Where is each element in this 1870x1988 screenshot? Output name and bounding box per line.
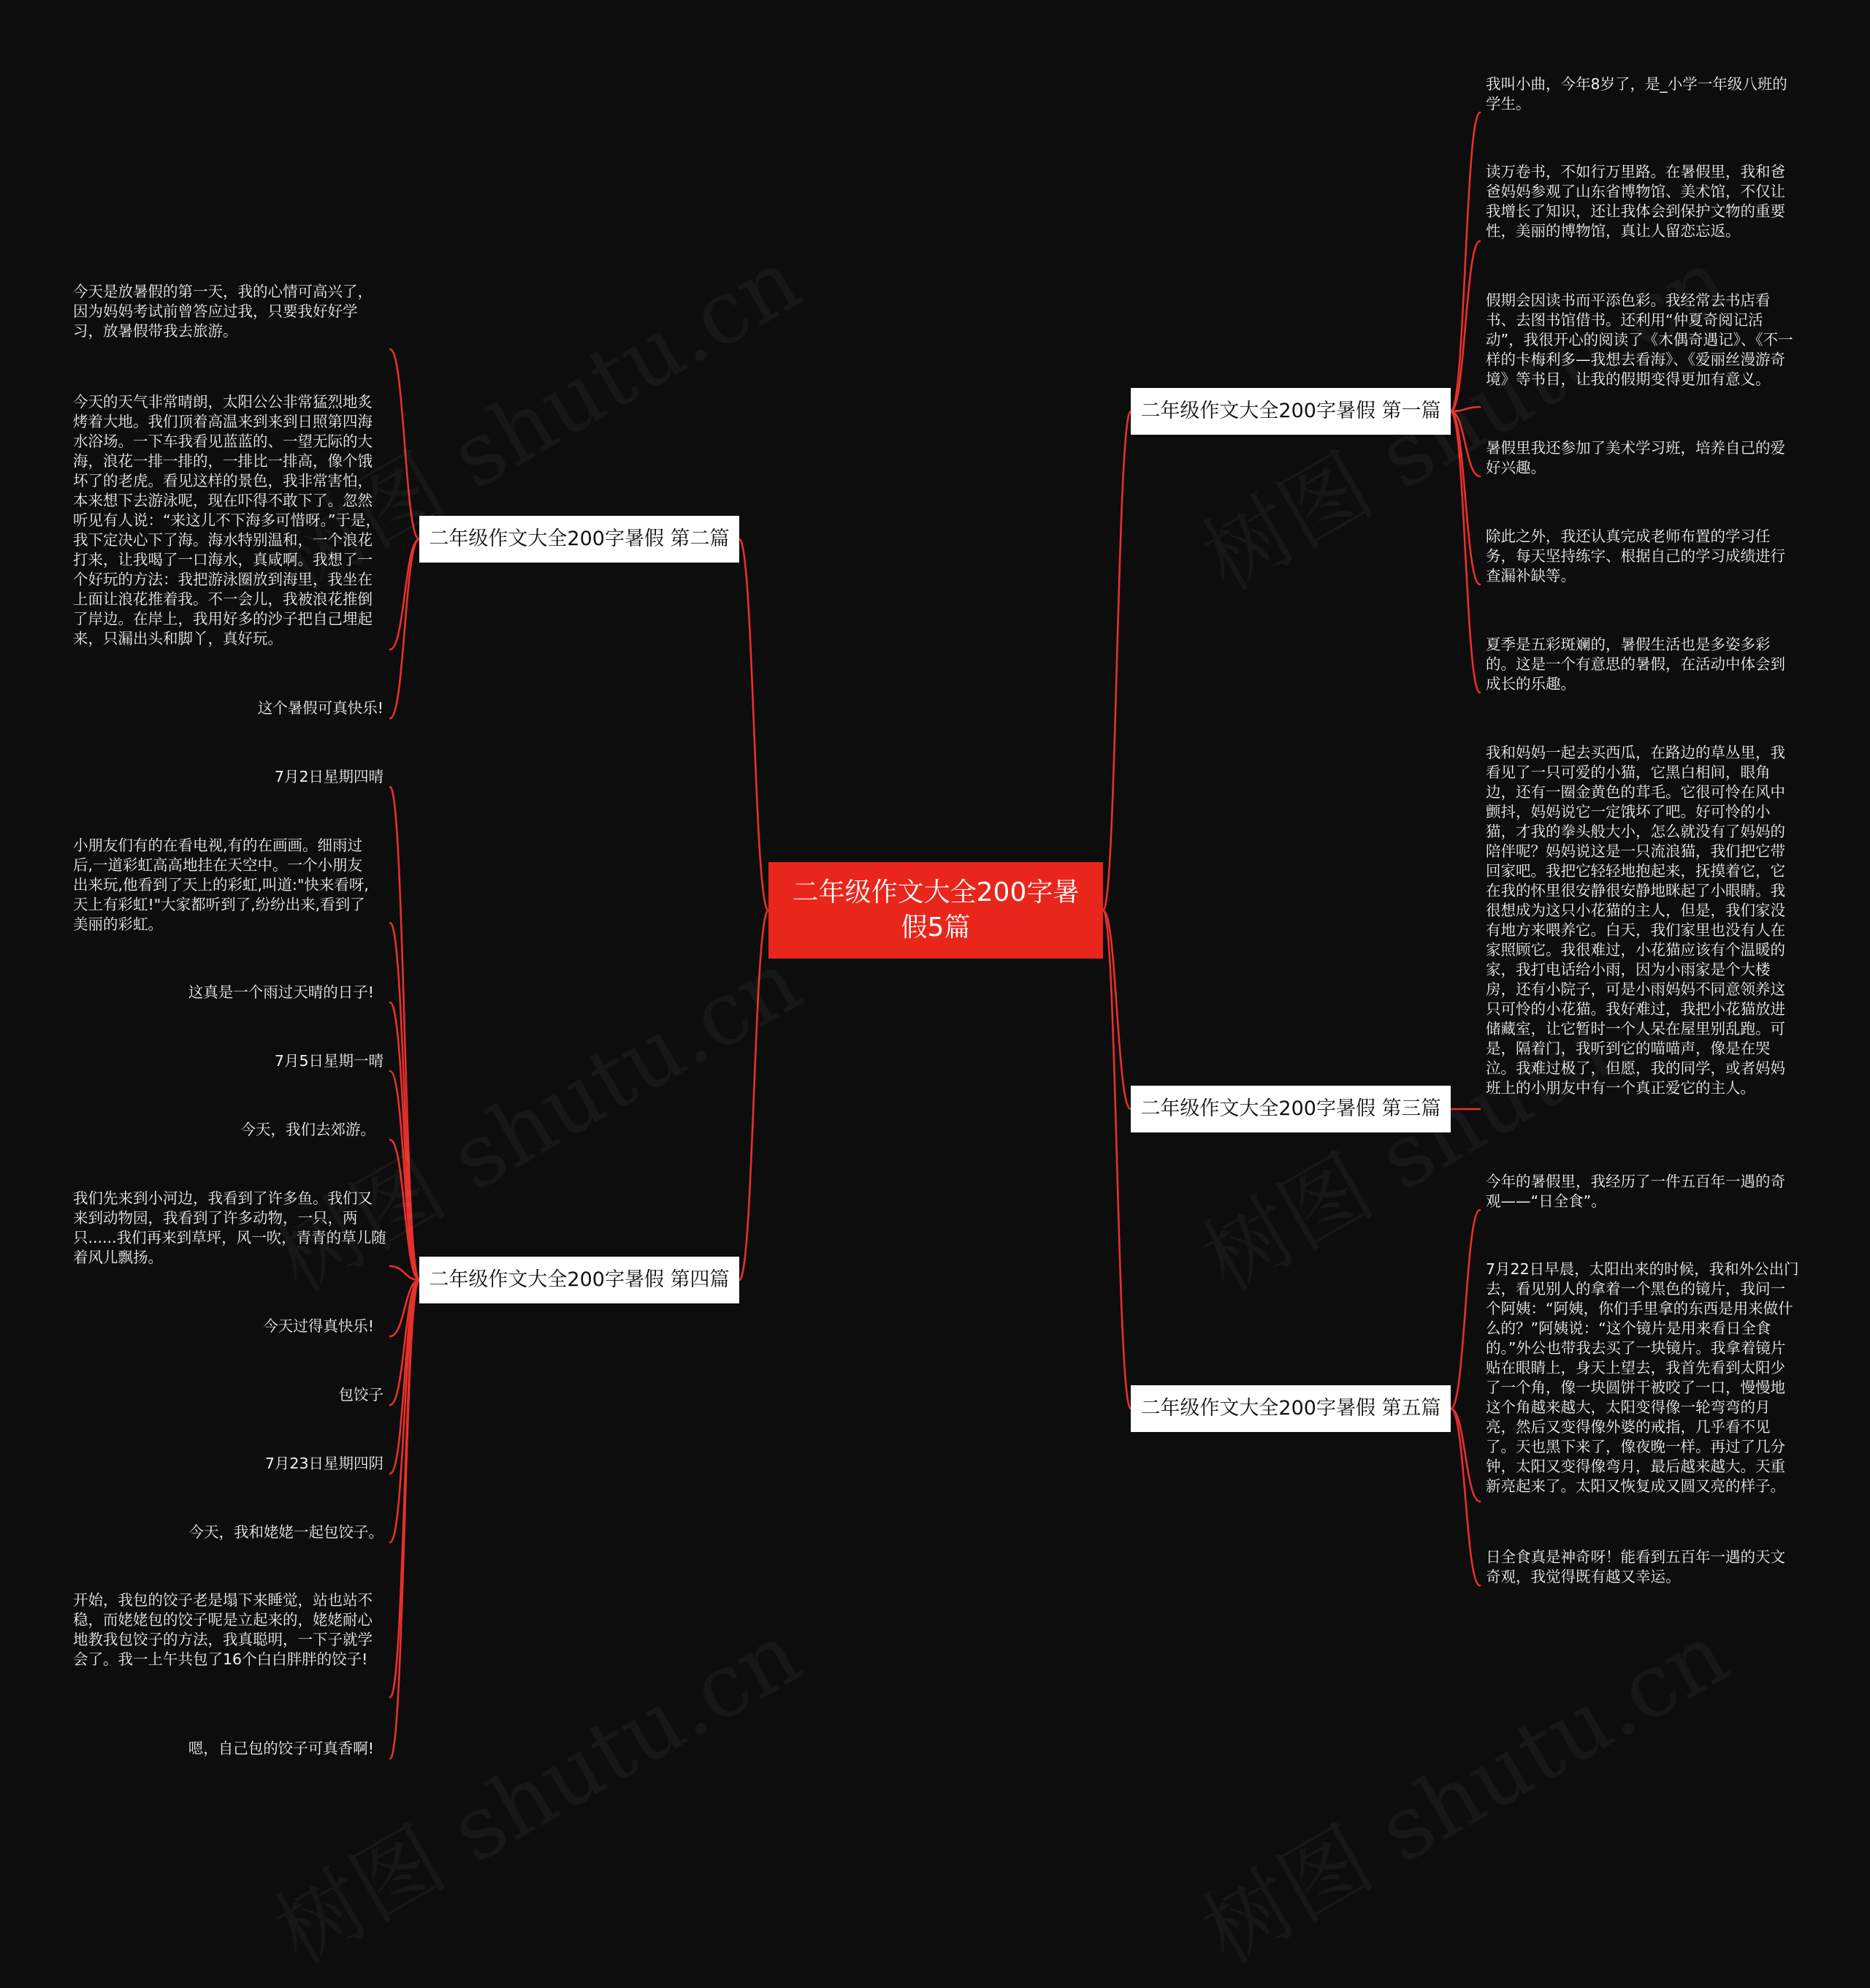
leaf-text[interactable]: 包饺子 <box>338 1386 383 1404</box>
leaf-text[interactable]: 开始，我包的饺子老是塌下来睡觉，站也站不稳，而姥姥包的饺子呢是立起来的，姥姥耐心地教我包饺子的方法，我真聪明，一下子就学会了。我一上午共包了16个白白胖胖的饺子! <box>73 1591 373 1668</box>
leaf-text[interactable]: 嗯，自己包的饺子可真香啊! <box>188 1740 374 1757</box>
leaf-text[interactable]: 今天的天气非常晴朗，太阳公公非常猛烈地炙烤着大地。我们顶着高温来到来到日照第四海水浴场。一下车我看见蓝蓝的、一望无际的大海，浪花一排一排的，一排比一排高，像个饿坏了的老虎。看见这样的景色，我非常害怕，本来想下去游泳呢，现在吓得不敢下了。忽然听见有人说：“来这儿不下海多可惜呀。”于是，我下定决心下了海。海水特别温和，一个浪花打来，让我喝了一口海水，真咸啊。我想了一个好玩的方法：我把游泳圈放到海里，我坐在上面让浪花推着我。不一会儿，我被浪花推倒了岸边。在岸上，我用好多的沙子把自己埋起来，只漏出头和脚丫，真好玩。 <box>73 393 381 647</box>
leaf-link <box>390 923 419 1280</box>
root-topic[interactable] <box>768 862 1103 959</box>
leaf-link <box>390 539 419 718</box>
leaf-link <box>1451 113 1480 411</box>
branch-node-2[interactable]: 二年级作文大全200字暑假 第二篇 <box>419 516 739 563</box>
leaf-text[interactable]: 小朋友们有的在看电视,有的在画画。细雨过后,一道彩虹高高地挂在天空中。一个小朋友出来玩,他看到了天上的彩虹,叫道:"快来看呀,天上有彩虹!"大家都听到了,纷纷出来,看到了美丽的彩虹。 <box>73 837 369 933</box>
leaf-text[interactable]: 夏季是五彩斑斓的，暑假生活也是多姿多彩的。这是一个有意思的暑假，在活动中体会到成长的乐趣。 <box>1486 636 1785 693</box>
root-link <box>739 539 768 910</box>
leaf-text[interactable]: 我叫小曲，今年8岁了，是_小学一年级八班的学生。 <box>1486 75 1787 113</box>
leaf-text[interactable]: 今天，我和姥姥一起包饺子。 <box>188 1523 383 1541</box>
root-link <box>1103 910 1131 1409</box>
leaf-text[interactable]: 7月23日星期四阴 <box>264 1455 383 1472</box>
leaf-text[interactable]: 暑假里我还参加了美术学习班，培养自己的爱好兴趣。 <box>1486 439 1785 476</box>
branch-node-4[interactable]: 二年级作文大全200字暑假 第四篇 <box>419 1257 739 1303</box>
leaf-text[interactable]: 今天过得真快乐! <box>263 1317 374 1335</box>
leaf-text[interactable]: 7月5日星期一晴 <box>274 1052 383 1070</box>
branch-node-1[interactable]: 二年级作文大全200字暑假 第一篇 <box>1131 388 1451 435</box>
root-topic-label: 二年级作文大全200字暑假5篇 <box>792 877 1080 942</box>
leaf-link <box>1451 411 1480 693</box>
leaf-text[interactable]: 我和妈妈一起去买西瓜，在路边的草丛里，我看见了一只可爱的小猫，它黑白相间，眼角边，还有一圈金黄色的茸毛。它很可怜在风中颤抖，妈妈说它一定饿坏了吧。好可怜的小猫，才我的拳头般大小，怎么就没有了妈妈的陪伴呢？妈妈说这是一只流浪猫，我们把它带回家吧。我把它轻轻地抱起来，抚摸着它，它在我的怀里很安静很安静地眯起了小眼睛。我很想成为这只小花猫的主人，但是，我们家没有地方来喂养它。白天，我们家里也没有人在家照顾它。我很难过，小花猫应该有个温暖的家，我打电话给小雨，因为小雨家是个大楼房，还有小院子，可是小雨妈妈不同意领养这只可怜的小花猫。我好难过，我把小花猫放进储藏室，让它暂时一个人呆在屋里别乱跑。可是，隔着门，我听到它的喵喵声，像是在哭泣。我难过极了，但愿，我的同学，或者妈妈班上的小朋友中有一个真正爱它的主人。 <box>1486 744 1785 1097</box>
leaf-text[interactable]: 这真是一个雨过天晴的日子! <box>188 983 374 1001</box>
branch-node-3[interactable]: 二年级作文大全200字暑假 第三篇 <box>1131 1086 1451 1132</box>
leaf-text[interactable]: 7月2日星期四晴 <box>274 768 383 785</box>
leaf-text[interactable]: 我们先来到小河边，我看到了许多鱼。我们又来到动物园，我看到了许多动物，一只，两只......我们再来到草坪，风一吹，青青的草儿随着风儿飘扬。 <box>73 1189 386 1266</box>
leaf-link <box>390 349 419 539</box>
leaf-text[interactable]: 日全食真是神奇呀！能看到五百年一遇的天文奇观，我觉得既有越又幸运。 <box>1486 1548 1785 1585</box>
leaf-text[interactable]: 7月22日早晨，太阳出来的时候，我和外公出门去，看见别人的拿着一个黑色的镜片，我问一个阿姨：“阿姨，你们手里拿的东西是用来做什么的？”阿姨说：“这个镜片是用来看日全食的。”外公也带我去买了一块镜片。我拿着镜片贴在眼睛上，身天上望去，我首先看到太阳少了一个角，像一块圆饼干被咬了一口，慢慢地这个角越来越大，太阳变得像一轮弯弯的月亮，然后又变得像外婆的戒指，几乎看不见了。天也黑下来了，像夜晚一样。再过了几分钟，太阳又变得像弯月，最后越来越大。天重新亮起来了。太阳又恢复成又圆又亮的样子。 <box>1486 1260 1799 1495</box>
leaf-link <box>1451 1210 1480 1409</box>
leaf-text[interactable]: 今天，我们去郊游。 <box>240 1121 375 1138</box>
root-link <box>739 910 768 1280</box>
leaf-text[interactable]: 假期会因读书而平添色彩。我经常去书店看书、去图书馆借书。还利用“仲夏奇阅记活动”，我很开心的阅读了《木偶奇遇记》、《不一样的卡梅利多—我想去看海》、《爱丽丝漫游奇境》等书目，让我的假期变得更加有意义。 <box>1486 292 1793 388</box>
leaf-text[interactable]: 读万卷书，不如行万里路。在暑假里，我和爸爸妈妈参观了山东省博物馆、美术馆，不仅让我增长了知识，还让我体会到保护文物的重要性，美丽的博物馆，真让人留恋忘返。 <box>1486 163 1785 240</box>
branch-node-5[interactable]: 二年级作文大全200字暑假 第五篇 <box>1131 1385 1451 1432</box>
leaf-text[interactable]: 今年的暑假里，我经历了一件五百年一遇的奇观——“日全食”。 <box>1486 1173 1785 1210</box>
leaf-text[interactable]: 除此之外，我还认真完成老师布置的学习任务，每天坚持练字、根据自己的学习成绩进行查漏补缺等。 <box>1486 528 1785 584</box>
leaf-text[interactable]: 今天是放暑假的第一天，我的心情可高兴了，因为妈妈考试前曾答应过我，只要我好好学习，放暑假带我去旅游。 <box>73 283 373 340</box>
root-link <box>1103 411 1131 910</box>
leaf-text[interactable]: 这个暑假可真快乐! <box>257 699 383 717</box>
root-link <box>1103 910 1131 1109</box>
